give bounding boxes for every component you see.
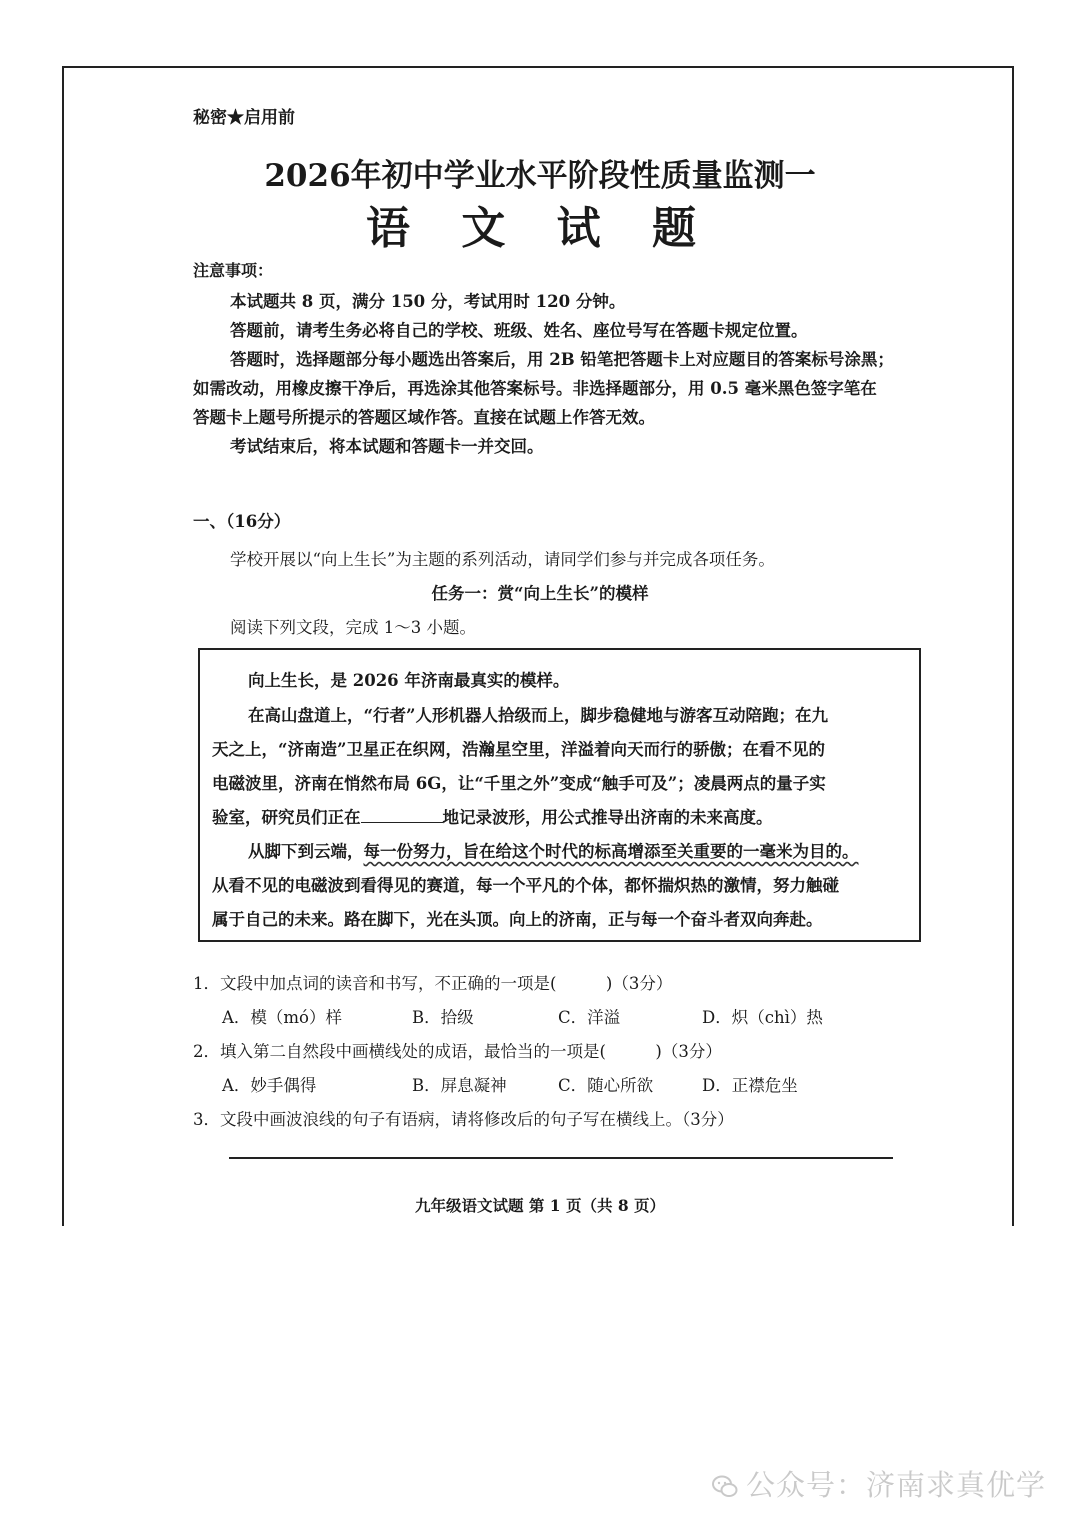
page-footer: 九年级语文试题 第 1 页（共 8 页）: [414, 1196, 666, 1215]
task-title: 任务一：赏“向上生长”的模样: [431, 584, 649, 603]
passage-line: 天之上，“济南造”卫星正在织网，浩瀚星空里，洋溢着向天而行的骄傲；在看不见的: [212, 740, 825, 759]
passage-text: 从脚下到云端，: [248, 842, 364, 861]
wavy-sentence: 每一份努力，旨在给这个时代的标高增添至关重要的一毫米为目的。: [363, 842, 859, 861]
question-option: B．屏息凝神: [412, 1076, 507, 1095]
question-option: C．随心所欲: [558, 1076, 654, 1095]
passage-line: [212, 804, 773, 828]
passage-line: 电磁波里，济南在悄然布局 6G，让“千里之外”变成“触手可及”；凌晨两点的量子实: [212, 774, 826, 793]
notice-heading: 注意事项：: [193, 261, 274, 280]
notice-line: 考试结束后，将本试题和答题卡一并交回。: [230, 437, 544, 456]
notice-line: 答题前，请考生务必将自己的学校、班级、姓名、座位号写在答题卡规定位置。: [230, 321, 808, 340]
question-option: D．炽（chì）热: [702, 1008, 823, 1027]
question-stem: 1．文段中加点词的读音和书写，不正确的一项是( )（3分）: [193, 974, 673, 993]
passage-line: 向上生长，是 2026 年济南最真实的模样。: [248, 671, 570, 690]
question-option: C．洋溢: [558, 1008, 621, 1027]
exam-title: 语 文 试 题: [366, 203, 714, 254]
read-instruction: 阅读下列文段，完成 1～3 小题。: [230, 618, 476, 637]
passage-box: [198, 648, 921, 942]
section-heading: 一、（16分）: [193, 512, 291, 531]
passage-text: 地记录波形，用公式推导出济南的未来高度。: [442, 808, 773, 827]
notice-line: 答题时，选择题部分每小题选出答案后，用 2B 铅笔把答题卡上对应题目的答案标号涂黑；: [230, 350, 894, 369]
secret-label: 秘密★启用前: [193, 108, 295, 128]
question-option: A．妙手偶得: [222, 1076, 317, 1095]
notice-line: 如需改动，用橡皮擦干净后，再选涂其他答案标号。非选择题部分，用 0.5 毫米黑色签字笔在: [193, 379, 877, 398]
watermark: [712, 1463, 1046, 1504]
notice-line: 答题卡上题号所提示的答题区域作答。直接在试题上作答无效。: [193, 408, 655, 427]
fill-blank: [361, 808, 443, 823]
question-stem: 2．填入第二自然段中画横线处的成语，最恰当的一项是( )（3分）: [193, 1042, 722, 1061]
passage-line: [248, 838, 859, 862]
passage-line: 属于自己的未来。路在脚下，光在头顶。向上的济南，正与每一个奋斗者双向奔赴。: [212, 910, 823, 929]
exam-subtitle: 2026年初中学业水平阶段性质量监测一: [264, 158, 816, 194]
watermark-text: 公众号：济南求真优学: [746, 1468, 1047, 1502]
passage-text: 验室，研究员们正在: [212, 808, 361, 827]
section-intro: 学校开展以“向上生长”为主题的系列活动，请同学们参与并完成各项任务。: [230, 550, 775, 569]
passage-line: 在高山盘道上，“行者”人形机器人拾级而上，脚步稳健地与游客互动陪跑；在九: [248, 706, 828, 725]
wechat-icon: [712, 1475, 738, 1499]
notice-line: 本试题共 8 页，满分 150 分，考试用时 120 分钟。: [230, 292, 626, 311]
question-option: B．拾级: [412, 1008, 474, 1027]
question-option: A．模（mó）样: [222, 1008, 342, 1027]
question-stem: 3．文段中画波浪线的句子有语病，请将修改后的句子写在横线上。（3分）: [193, 1110, 734, 1129]
question-option: D．正襟危坐: [702, 1076, 798, 1095]
answer-line: [229, 1157, 893, 1159]
passage-line: 从看不见的电磁波到看得见的赛道，每一个平凡的个体，都怀揣炽热的激情，努力触碰: [212, 876, 839, 895]
